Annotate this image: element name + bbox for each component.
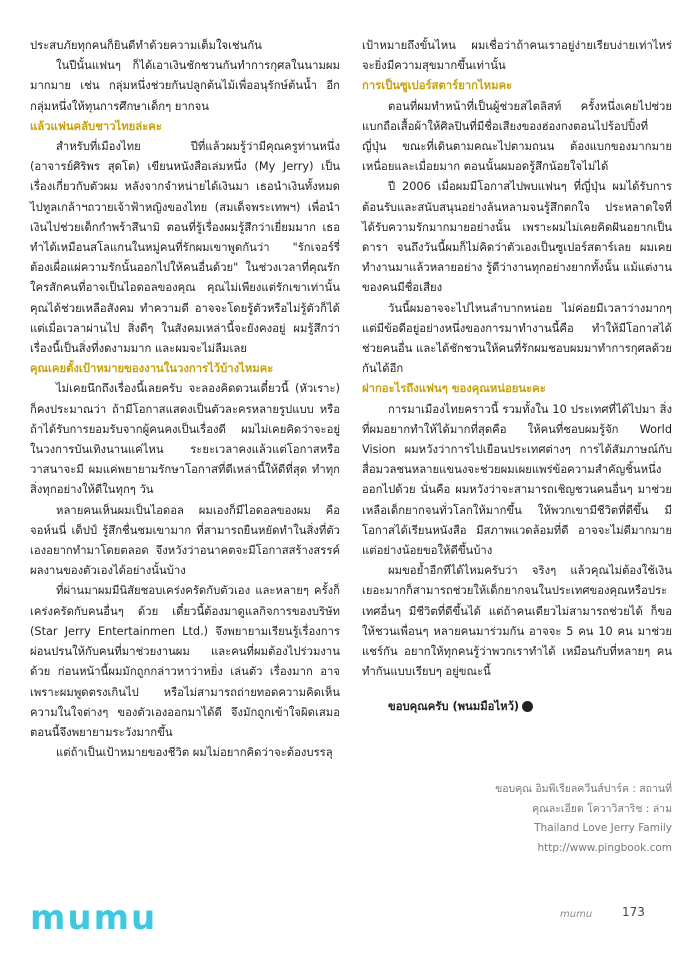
question-heading: ฝากอะไรถึงแฟนๆ ของคุณหน่อยนะคะ <box>362 382 546 396</box>
left-column <box>30 36 340 763</box>
paragraph: การมาเมืองไทยคราวนี้ รวมทั้งใน 10 ประเทศที่ได้ไปมา สิ่งที่ผมอยากทำให้ได้มากที่สุดคือ ให้คนที่ชอบผมรู้จัก World Vision ผมหวังว่าการไปเยือนประเทศต่างๆ การได้สัมภาษณ์กับสื่อมวลชนหลายแขนงจะช่วยผมเผยแพร่ข้อความสำคัญชิ้นหนึ่งออกไปด้วย นั่นคือ ผมหวังว่าจะสามารถเชิญชวนคนอื่นๆ มาช่วยเหลือเด็กยากจนทั่วโลกให้มากขึ้น ให้พวกเขามีชีวิตที่ดีขึ้น มีโอกาสได้เรียนหนังสือ มีสภาพแวดล้อมที่ดี อาจจะไม่ดีมากมาย แต่อย่างน้อยขอให้ดีขึ้นบ้าง <box>362 402 672 558</box>
magazine-logo: mumu <box>30 898 158 938</box>
credit-line: Thailand Love Jerry Family <box>534 822 672 834</box>
paragraph: ที่ผ่านมาผมมีนิสัยชอบเคร่งครัดกับตัวเอง และหลายๆ ครั้งก็เคร่งครัดกับคนอื่นๆ ด้วย เดี๋ยวนี้ต้องมาดูแลกิจการของบริษัท (Star Jerry Entertainmen Ltd.) จึงพยายามเรียนรู้เรื่องการผ่อนปรนให้กับคนที่มาช่วยงานผม และคนที่ผมต้องไปร่วมงานด้วย ก่อนหน้านี้ผมมักถูกกล่าวหาว่าหยิ่ง เล่นตัว เรื่องมาก อาจเพราะผมพูดตรงเกินไป หรือไม่สามารถถ่ายทอดความคิดเห็นความในใจต่างๆ ของตัวเองออกมาได้ดี จึงมักถูกเข้าใจผิดเสมอ ตอนนี้จึงพยายามระวังมากขึ้น <box>30 584 340 739</box>
photo-credits <box>422 780 672 858</box>
smiley-icon: ☺ <box>522 701 533 712</box>
paragraph: เป้าหมายถึงขั้นไหน ผมเชื่อว่าถ้าคนเราอยู่ง่ายเรียบง่ายเท่าไหร่จะยิ่งมีความสุขมากขึ้นเท่านั้น <box>362 39 672 73</box>
question-heading: คุณเคยตั้งเป้าหมายของงานในวงการไว้บ้างไหมคะ <box>30 362 274 376</box>
paragraph: ไม่เคยนึกถึงเรื่องนี้เลยครับ จะลองคิดดวนเดี๋ยวนี้ (หัวเราะ) ก็คงประมาณว่า ถ้ามีโอกาสแสดงเป็นตัวละครหลายรูปแบบ หรือถ้าได้รับการยอมรับจากผู้คนคงเป็นเรื่องดี ผมไม่เคยคิดว่าจะอยู่ในวงการบันเทิงนานแค่ไหน ระยะเวลาคงแล้วแต่โอกาสหรือวาสนาจะมี ผมแค่พยายามรักษาโอกาสที่ดีเหล่านี้ให้ดีที่สุด ทำทุกสิ่งทุกอย่างให้ดีในทุกๆ วัน <box>30 382 340 497</box>
paragraph: ปี 2006 เมื่อผมมีโอกาสไปพบแฟนๆ ที่ญี่ปุ่น ผมได้รับการต้อนรับและสนับสนุนอย่างล้นหลามจนรู้สึกตกใจ ประหลาดใจที่ได้รับความรักมากมายอย่างนั้น เพราะผมไม่เคยคิดฝันอยากเป็นดารา จนถึงวันนี้ผมก็ไม่คิดว่าตัวเองเป็นซูเปอร์สตาร์เลย ผมเคยทำงานมาแล้วหลายอย่าง รู้ดีว่างานทุกอย่างยากทั้งนั้น แม้แต่งานของคนมีชื่อเสียง <box>362 180 672 295</box>
right-column <box>362 36 672 717</box>
paragraph: แต่ถ้าเป็นเป้าหมายของชีวิต ผมไม่อยากคิดว่าจะต้องบรรลุ <box>56 746 333 760</box>
paragraph: สำหรับที่เมืองไทย ปีที่แล้วผมรู้ว่ามีคุณครูท่านหนึ่ง (อาจารย์ศิริพร สุดโต) เขียนหนังสือเล่มหนึ่ง (My Jerry) เป็นเรื่องเกี่ยวกับตัวผม หลังจากจำหน่ายได้เงินมา เธอนำเงินทั้งหมดไปทูลเกล้าฯถวายเจ้าฟ้าหญิงของไทย (สมเด็จพระเทพฯ) เพื่อนำเงินไปช่วยเด็กกำพร้าสึนามิ ตอนที่รู้เรื่องผมรู้สึกว่าเยี่ยมมาก เธอทำได้เหมือนสโลแกนในหมู่คนที่รักผมเขาพูดกันว่า "รักเจอร์รี่ต้องเผื่อแผ่ความรักนั้นออกไปให้คนอื่นด้วย" ในช่วงเวลาที่คุณรักใครสักคนที่อาจเป็นไอดอลของคุณ คุณไม่เพียงแต่รักเขาเท่านั้น คุณได้ช่วยเหลือสังคม ทำความดี อาจจะโดยรู้ตัวหรือไม่รู้ตัวก็ได้ แต่เมื่อเวลาผ่านไป สิ่งดีๆ ในสังคมเหล่านี้จะยังคงอยู่ ผมรู้สึกว่าเรื่องนี้เป็นสิ่งที่งดงามมาก และผมจะไม่ลืมเลย <box>30 140 340 356</box>
credit-line: คุณละเอียด โควาวิสาริช : ล่าม <box>532 802 672 815</box>
paragraph: ในปีนั้นแฟนๆ ก็ได้เอาเงินชักชวนกันทำการกุศลในนามผมมากมาย เช่น กลุ่มหนึ่งช่วยกันปลูกต้นไม้เพื่ออนุรักษ์ต้นน้ำ อีกกลุ่มหนึ่งให้ทุนการศึกษาเด็กๆ ยากจน <box>30 59 340 113</box>
closing-line <box>362 697 672 717</box>
paragraph: ประสบภัยทุกคนก็ยินดีทำด้วยความเต็มใจเช่นกัน <box>30 39 262 52</box>
credit-url: http://www.pingbook.com <box>537 841 672 854</box>
thanks-text: ขอบคุณครับ (พนมมือไหว้) <box>388 699 520 713</box>
question-heading: แล้วแฟนคลับชาวไทยล่ะคะ <box>30 119 162 133</box>
credit-line: ขอบคุณ อิมพีเรียลควีนส์ปาร์ค : สถานที่ <box>495 783 672 795</box>
question-heading: การเป็นซูเปอร์สตาร์ยากไหมคะ <box>362 79 513 93</box>
page-number: 173 <box>622 905 645 919</box>
paragraph: ตอนที่ผมทำหน้าที่เป็นผู้ช่วยสไตลิสท์ ครั้งหนึ่งเคยไปช่วยแบกถือเสื้อผ้าให้ศิลปินที่มีชื่อเสียงของฮ่องกงตอนไปร้อปปิ้งที่ญี่ปุ่น ขณะที่เดินตามคณะไปตามถนน ต้องแบกของมากมาย เหนื่อยและเมื่อยมาก ตอนนั้นผมอดรู้สึกน้อยใจไม่ได้ <box>362 99 672 174</box>
paragraph: ผมขอย้ำอีกทีได้ไหมครับว่า จริงๆ แล้วคุณไม่ต้องใช้เงินเยอะมากก็สามารถช่วยให้เด็กยากจนในประเทศของคุณหรือประเทศอื่นๆ มีชีวิตที่ดีขึ้นได้ แต่ถ้าคนเดียวไม่สามารถช่วยได้ ก็ขอให้ชวนเพื่อนๆ หลายคนมาร่วมกัน อาจจะ 5 คน 10 คน มาช่วยแชร์กัน อยากให้ทุกคนรู้ว่าพวกเราทำได้ เหมือนกับที่หลายๆ คนทำกันแบบเรียบๆ อยู่ขณะนี้ <box>362 564 672 679</box>
paragraph: วันนี้ผมอาจจะไปไหนลำบากหน่อย ไม่ค่อยมีเวลาว่างมากๆ แต่มีข้อดีอยู่อย่างหนึ่งของการมาทำงานนี้คือ ทำให้มีโอกาสได้ช่วยคนอื่น และได้ชักชวนให้คนที่รักผมชอบผมมาทำการกุศลด้วยกันได้อีก <box>362 301 672 376</box>
paragraph: หลายคนเห็นผมเป็นไอดอล ผมเองก็มีไอดอลของผม คือ จอห์นนี่ เด็ปป์ รู้สึกชื่นชมเขามาก ที่สามารถยืนหยัดทำในสิ่งที่ตัวเองอยากทำมาโดยตลอด จึงหวังว่าอนาคตจะมีโอกาสสร้างสรรค์ผลงานของตัวเองได้อย่างนั้นบ้าง <box>30 503 340 578</box>
magazine-mark: mumu <box>560 909 593 920</box>
